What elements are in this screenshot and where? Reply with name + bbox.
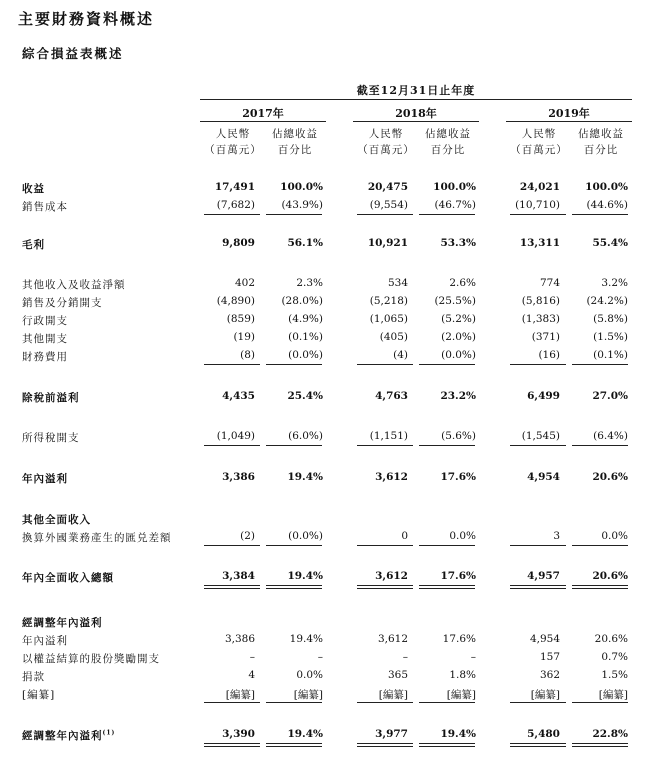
subtotal-rule [204, 364, 260, 365]
table-cell: 20.6% [592, 570, 628, 582]
col-header-pct-2017 [262, 126, 328, 158]
subtotal-rule [510, 545, 566, 546]
table-cell: (28.0%) [281, 295, 323, 307]
table-cell: (0.0%) [288, 349, 323, 361]
row-label: [編纂] [22, 689, 56, 701]
row-label: 銷售及分銷開支 [22, 297, 103, 309]
table-cell: (25.5%) [434, 295, 476, 307]
row-label: 其他全面收入 [22, 514, 91, 526]
table-cell: [編纂] [530, 689, 560, 701]
subtotal-rule [419, 364, 475, 365]
row-label: 年內溢利 [22, 635, 68, 647]
table-cell: 402 [234, 277, 255, 289]
table-cell: 19.4% [440, 728, 476, 740]
page-title: 主要財務資料概述 [18, 10, 155, 28]
table-cell: 0.0% [601, 530, 628, 542]
table-cell: 4,954 [527, 471, 560, 483]
table-cell: (0.1%) [593, 349, 628, 361]
subtotal-rule [204, 214, 260, 215]
table-cell: 3,612 [375, 570, 408, 582]
subtotal-rule [510, 702, 566, 703]
table-cell: (1,065) [369, 313, 408, 325]
table-cell: (4.9%) [288, 313, 323, 325]
table-cell: (5.6%) [441, 430, 476, 442]
table-cell: 53.3% [440, 237, 476, 249]
col-header-line: 佔總收益 [578, 128, 624, 140]
table-cell: 3.2% [601, 277, 628, 289]
subtotal-rule [357, 445, 413, 446]
table-cell: [編纂] [293, 689, 323, 701]
col-header-line: 人民幣 [521, 128, 557, 140]
table-cell: (6.4%) [593, 430, 628, 442]
table-cell: 100.0% [433, 181, 476, 193]
table-cell: 1.8% [449, 669, 476, 681]
row-label: 其他開支 [22, 333, 68, 345]
table-cell: 13,311 [519, 237, 560, 249]
table-cell: 4 [248, 669, 255, 681]
row-label: 毛利 [22, 239, 45, 251]
table-cell: 100.0% [280, 181, 323, 193]
table-cell: 19.4% [289, 633, 323, 645]
table-cell: (4,890) [216, 295, 255, 307]
subtotal-rule [204, 702, 260, 703]
col-header-line: 人民幣 [368, 128, 404, 140]
table-cell: 10,921 [367, 237, 408, 249]
table-cell: – [470, 651, 476, 663]
table-cell: 23.2% [440, 390, 476, 402]
subtotal-rule [266, 445, 322, 446]
table-cell: 17.6% [442, 633, 476, 645]
total-double-rule [204, 585, 260, 589]
table-cell: 3,386 [222, 471, 255, 483]
total-double-rule [266, 743, 322, 747]
row-label: 銷售成本 [22, 201, 68, 213]
table-cell: – [402, 651, 408, 663]
row-label: 行政開支 [22, 315, 68, 327]
table-cell: 100.0% [585, 181, 628, 193]
col-header-rmb-2017 [200, 126, 266, 158]
table-cell: (2) [240, 530, 255, 542]
subtotal-rule [266, 364, 322, 365]
table-cell: 27.0% [592, 390, 628, 402]
table-cell: (371) [531, 331, 560, 343]
col-header-line: 百分比 [277, 144, 313, 156]
table-cell: 4,763 [375, 390, 408, 402]
subtotal-rule [510, 214, 566, 215]
year-rule-2017 [200, 121, 326, 122]
table-cell: [編纂] [598, 689, 628, 701]
table-cell: – [249, 651, 255, 663]
col-header-line: 百分比 [583, 144, 619, 156]
total-double-rule [510, 585, 566, 589]
table-cell: 19.4% [287, 471, 323, 483]
table-cell: 22.8% [592, 728, 628, 740]
table-cell: 0.7% [601, 651, 628, 663]
table-cell: (1,545) [521, 430, 560, 442]
col-header-pct-2018 [415, 126, 481, 158]
table-cell: 17,491 [214, 181, 255, 193]
year-rule-2018 [353, 121, 479, 122]
row-label: 年內全面收入總額 [22, 572, 114, 584]
year-header-2018: 2018年 [395, 107, 437, 120]
table-cell: 3,384 [222, 570, 255, 582]
table-cell: [編纂] [378, 689, 408, 701]
total-double-rule [572, 743, 628, 747]
subtotal-rule [572, 545, 628, 546]
subtotal-rule [266, 214, 322, 215]
row-label: 收益 [22, 183, 45, 195]
table-cell: (1,383) [521, 313, 560, 325]
table-cell: [編纂] [225, 689, 255, 701]
total-double-rule [572, 585, 628, 589]
table-cell: 157 [539, 651, 560, 663]
table-cell: 534 [387, 277, 408, 289]
subtotal-rule [357, 702, 413, 703]
table-cell: (0.1%) [288, 331, 323, 343]
table-cell: (43.9%) [281, 199, 323, 211]
total-double-rule [204, 743, 260, 747]
table-cell: (1,151) [369, 430, 408, 442]
subtotal-rule [419, 214, 475, 215]
year-rule-2019 [506, 121, 632, 122]
table-cell: 20.6% [594, 633, 628, 645]
period-header: 截至12月31日止年度 [356, 84, 476, 97]
row-label: 捐款 [22, 671, 45, 683]
table-cell: (5.8%) [593, 313, 628, 325]
table-cell: (5,218) [369, 295, 408, 307]
table-cell: 19.4% [287, 570, 323, 582]
subtotal-rule [204, 445, 260, 446]
footnote-marker: (1) [102, 729, 116, 737]
header-rule [200, 99, 632, 100]
table-cell: 3,612 [377, 633, 408, 645]
table-cell: (10,710) [515, 199, 560, 211]
subtotal-rule [419, 545, 475, 546]
total-double-rule [419, 585, 475, 589]
table-cell: 362 [539, 669, 560, 681]
table-cell: 365 [387, 669, 408, 681]
total-double-rule [510, 743, 566, 747]
col-header-line: （百萬元） [510, 144, 568, 156]
table-cell: (9,554) [369, 199, 408, 211]
row-label: 經調整年內溢利 [22, 617, 103, 629]
row-label: 其他收入及收益淨額 [22, 279, 126, 291]
total-double-rule [357, 743, 413, 747]
table-cell: 6,499 [527, 390, 560, 402]
col-header-pct-2019 [568, 126, 634, 158]
table-cell: (19) [233, 331, 255, 343]
subtotal-rule [357, 214, 413, 215]
table-cell: (24.2%) [586, 295, 628, 307]
subtotal-rule [572, 445, 628, 446]
table-cell: 4,954 [529, 633, 560, 645]
subtotal-rule [510, 364, 566, 365]
subtotal-rule [572, 364, 628, 365]
table-cell: (16) [538, 349, 560, 361]
subtotal-rule [419, 445, 475, 446]
table-cell: (5,816) [521, 295, 560, 307]
table-cell: (859) [226, 313, 255, 325]
table-cell: [編纂] [446, 689, 476, 701]
total-double-rule [357, 585, 413, 589]
table-cell: 56.1% [287, 237, 323, 249]
table-cell: 19.4% [287, 728, 323, 740]
row-label: 經調整年內溢利$^{(1)}$ [22, 729, 116, 742]
table-cell: (2.0%) [441, 331, 476, 343]
table-cell: (4) [393, 349, 408, 361]
table-cell: 774 [539, 277, 560, 289]
table-cell: 20.6% [592, 471, 628, 483]
section-subtitle: 綜合損益表概述 [22, 46, 124, 61]
table-cell: 3,977 [375, 728, 408, 740]
subtotal-rule [266, 545, 322, 546]
table-cell: (44.6%) [586, 199, 628, 211]
table-cell: 20,475 [367, 181, 408, 193]
table-cell: (405) [379, 331, 408, 343]
table-cell: (0.0%) [441, 349, 476, 361]
col-header-line: 佔總收益 [272, 128, 318, 140]
table-cell: 2.6% [449, 277, 476, 289]
total-double-rule [419, 743, 475, 747]
row-label: 年內溢利 [22, 473, 68, 485]
col-header-line: 佔總收益 [425, 128, 471, 140]
subtotal-rule [357, 545, 413, 546]
year-header-2019: 2019年 [548, 107, 590, 120]
subtotal-rule [572, 214, 628, 215]
table-cell: 3 [553, 530, 560, 542]
subtotal-rule [204, 545, 260, 546]
year-header-2017: 2017年 [242, 107, 284, 120]
table-cell: (1.5%) [593, 331, 628, 343]
table-cell: 0 [401, 530, 408, 542]
table-cell: 5,480 [527, 728, 560, 740]
subtotal-rule [510, 445, 566, 446]
table-cell: – [317, 651, 323, 663]
col-header-line: 人民幣 [215, 128, 251, 140]
row-label: 以權益結算的股份獎勵開支 [22, 653, 160, 665]
table-cell: (0.0%) [288, 530, 323, 542]
table-cell: 4,435 [222, 390, 255, 402]
subtotal-rule [266, 702, 322, 703]
table-cell: (46.7%) [434, 199, 476, 211]
table-cell: 3,612 [375, 471, 408, 483]
row-label: 財務費用 [22, 351, 68, 363]
col-header-line: （百萬元） [204, 144, 262, 156]
col-header-rmb-2018 [353, 126, 419, 158]
table-cell: (5.2%) [441, 313, 476, 325]
table-cell: 25.4% [287, 390, 323, 402]
row-label: 所得稅開支 [22, 432, 80, 444]
col-header-line: （百萬元） [357, 144, 415, 156]
col-header-rmb-2019 [506, 126, 572, 158]
subtotal-rule [357, 364, 413, 365]
table-cell: 55.4% [592, 237, 628, 249]
table-cell: 4,957 [527, 570, 560, 582]
table-cell: 0.0% [296, 669, 323, 681]
table-cell: 3,386 [224, 633, 255, 645]
table-cell: 0.0% [449, 530, 476, 542]
table-cell: (1,049) [216, 430, 255, 442]
table-cell: 17.6% [440, 570, 476, 582]
row-label: 換算外國業務產生的匯兑差額 [22, 532, 172, 544]
table-cell: 17.6% [440, 471, 476, 483]
row-label: 除稅前溢利 [22, 392, 80, 404]
table-cell: 24,021 [519, 181, 560, 193]
table-cell: 2.3% [296, 277, 323, 289]
table-cell: (8) [240, 349, 255, 361]
table-cell: (6.0%) [288, 430, 323, 442]
table-cell: (7,682) [216, 199, 255, 211]
col-header-line: 百分比 [430, 144, 466, 156]
table-cell: 3,390 [222, 728, 255, 740]
table-cell: 1.5% [601, 669, 628, 681]
subtotal-rule [572, 702, 628, 703]
subtotal-rule [419, 702, 475, 703]
total-double-rule [266, 585, 322, 589]
table-cell: 9,809 [222, 237, 255, 249]
